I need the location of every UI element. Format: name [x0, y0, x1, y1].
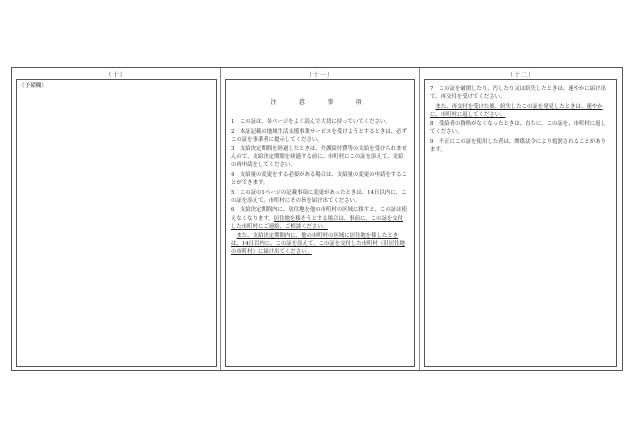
note-item-1: 1 この証は、各ページをよく読んで大切に持っていてください。: [231, 119, 391, 125]
panel-12: [420, 68, 622, 370]
note-item-2: 2 本証記載の地域生活支援事業サービスを受けようとするときは、必ずこの証を事業者に提示してください。: [231, 128, 407, 143]
note-item-6-text: 6 支給決定期間内に、居住地を他の市町村の区域に移すと、この証は使えなくなります。: [231, 207, 407, 222]
note-item-5: 5 この証の1ページの記載事項に変更があったときは、14日以内に、この証を添えて、市町村にその旨を届け出てください。: [231, 189, 407, 204]
note-item-7-paragraph: また、再交付を受けた後、紛失したこの証を発見したときは、速やかに、市町村に返してください。: [430, 103, 603, 118]
note-item-6: [231, 206, 408, 230]
notes-box-continued: [424, 79, 617, 367]
panel-10-heading: （十）: [105, 72, 127, 79]
notes-title: 注 意 事 項: [270, 99, 370, 106]
note-item-9: 9 不正にこの証を使用した者は、関係法令により処罰されることがあります。: [430, 139, 606, 154]
note-item-7: 7 この証を破損したり、汚したり又は紛失したときは、速やかに届け出て、再交付を受けてください。: [430, 86, 606, 101]
certificate-sheet: [11, 67, 623, 371]
panel-12-heading: （十二）: [506, 72, 535, 79]
note-item-3: 3 支給決定期間を経過したときは、介護給付費等の支給を受けられませんので、支給決定期間を経過する前に、市町村にこの証を添えて、支給の再申請をしてください。: [231, 146, 407, 169]
reserve-box: [16, 79, 217, 367]
reserve-label: （予備欄）: [19, 83, 47, 89]
note-item-6-underlined: 居住地を移そうとする場合は、事前に、この証を交付した市町村にご連絡、ご相談ください。: [231, 215, 404, 230]
note-item-4: 4 支給量の変更をする必要がある場合は、支給量の変更の申請をすることができます。: [231, 172, 407, 187]
panel-11: [221, 68, 419, 370]
notes-list-continued: [425, 80, 616, 154]
panel-11-heading: （十一）: [305, 72, 334, 79]
panel-10: [12, 68, 220, 370]
notes-box: [225, 79, 415, 367]
note-item-6-paragraph: また、支給決定期間内に、他の市町村の区域に居住地を移したときは、14日以内に、この証を添えて、この証を交付した市町村（旧居住地の市町村）に届け出てください。: [231, 233, 405, 256]
note-item-8: 8 受給者の資格がなくなったときは、直ちに、この証を、市町村に返してください。: [430, 121, 606, 136]
notes-list: [226, 118, 414, 257]
